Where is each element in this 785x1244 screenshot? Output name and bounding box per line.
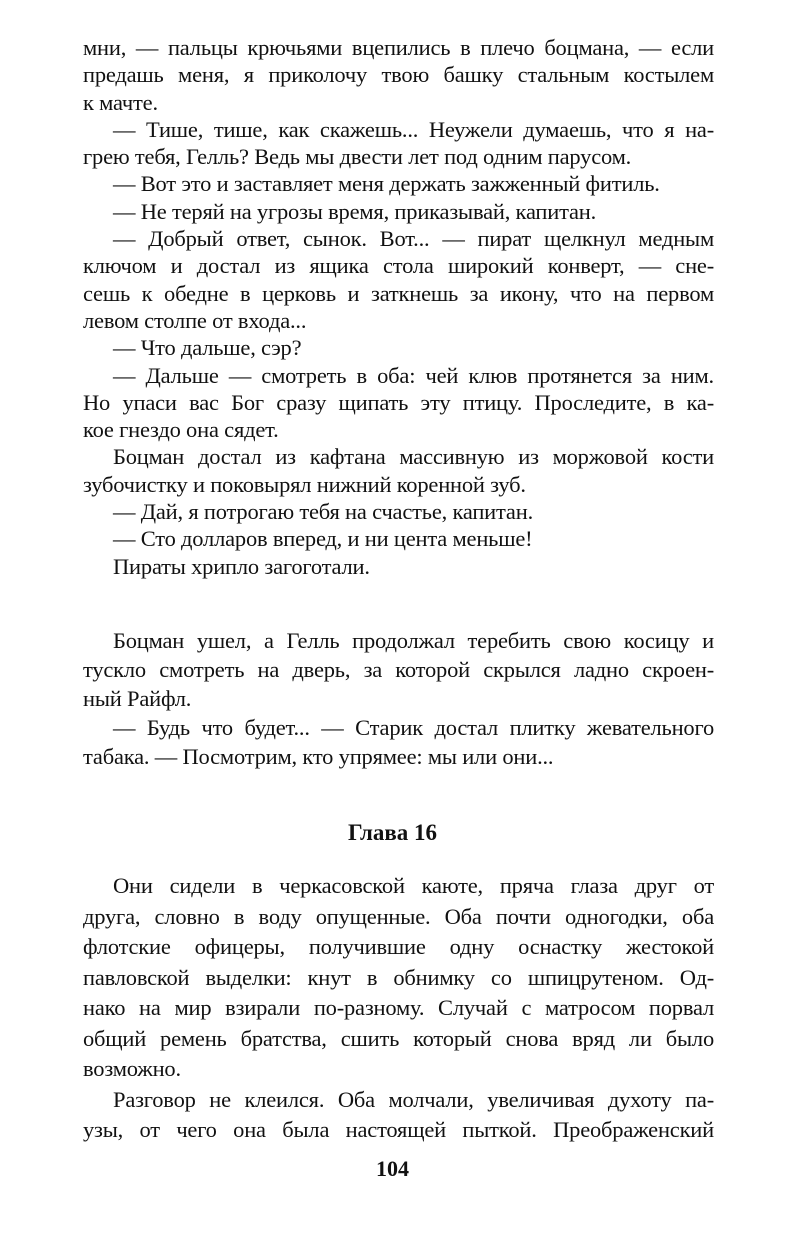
text-line: — Дай, я потрогаю тебя на счастье, капитан.: [113, 499, 533, 525]
text-line: — Не теряй на угрозы время, приказывай, капитан.: [113, 198, 597, 224]
text-section-3: [83, 871, 714, 1146]
text-line: мни, — пальцы крючьями вцепились в плечо боцмана, — если: [83, 35, 714, 60]
text-line: зубочистку и поковырял нижний коренной зуб.: [83, 471, 526, 497]
text-line: — Вот это и заставляет меня держать зажженный фитиль.: [113, 171, 660, 197]
text-line: общий ремень братства, сшить который снова вряд ли было: [83, 1025, 714, 1051]
text-line: предашь меня, я приколочу твою башку стальным костылем: [83, 62, 714, 88]
text-line: Боцман достал из кафтана массивную из моржовой кости: [113, 444, 714, 470]
text-line: друга, словно в воду опущенные. Оба почти одногодки, оба: [83, 903, 714, 929]
text-section-1: [83, 34, 714, 580]
text-line: ный Райфл.: [83, 686, 192, 711]
text-line: — Что дальше, сэр?: [113, 335, 302, 361]
text-line: ключом и достал из ящика стола широкий конверт, — сне-: [83, 253, 714, 279]
text-line: флотские офицеры, получившие одну оснастку жестокой: [83, 934, 714, 959]
text-line: — Сто долларов вперед, и ни цента меньше!: [113, 526, 533, 552]
text-line: Пираты хрипло загоготали.: [113, 553, 370, 579]
text-line: грею тебя, Гелль? Ведь мы двести лет под одним парусом.: [83, 144, 632, 170]
text-section-2: [83, 626, 714, 771]
text-line: — Тише, тише, как скажешь... Неужели думаешь, что я на-: [113, 116, 714, 142]
text-line: кое гнездо она сядет.: [83, 417, 279, 443]
text-line: Разговор не клеился. Оба молчали, увеличивая духоту па-: [113, 1086, 714, 1112]
text-line: — Дальше — смотреть в оба: чей клюв протянется за ним.: [113, 362, 714, 388]
text-line: к мачте.: [83, 89, 158, 115]
text-line: павловской выделки: кнут в обнимку со шпицрутеном. Од-: [83, 964, 714, 990]
text-line: — Добрый ответ, сынок. Вот... — пират щелкнул медным: [113, 226, 714, 252]
text-line: нако на мир взирали по-разному. Случай с матросом порвал: [83, 995, 714, 1020]
text-line: табака. — Посмотрим, кто упрямее: мы или они...: [83, 744, 554, 769]
chapter-heading: Глава 16: [347, 820, 438, 845]
text-line: Они сидели в черкасовской каюте, пряча глаза друг от: [113, 873, 714, 898]
text-line: возможно.: [83, 1056, 181, 1081]
text-line: Но упаси вас Бог сразу щипать эту птицу. Проследите, в ка-: [83, 389, 714, 415]
text-line: — Будь что будет... — Старик достал плитку жевательного: [113, 715, 714, 740]
page-number: 104: [376, 1156, 409, 1181]
text-line: Боцман ушел, а Гелль продолжал теребить свою косицу и: [113, 628, 714, 653]
text-line: сешь к обедне в церковь и заткнешь за икону, что на первом: [83, 280, 714, 306]
text-line: тускло смотреть на дверь, за которой скрылся ладно скроен-: [83, 657, 714, 682]
text-line: узы, от чего она была настоящей пыткой. Преображенский: [83, 1117, 714, 1142]
text-line: левом столпе от входа...: [83, 307, 307, 333]
